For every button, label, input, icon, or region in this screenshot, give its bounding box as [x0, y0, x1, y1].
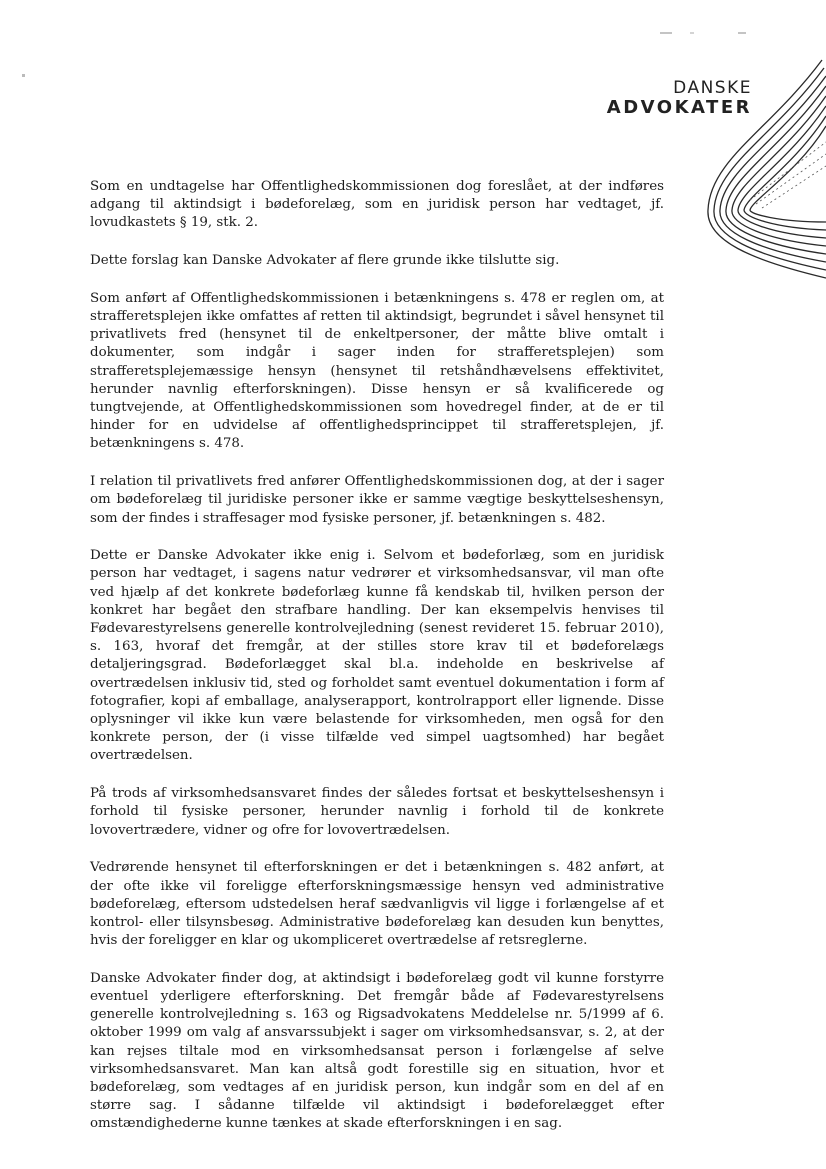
logo-line-danske: DANSKE: [673, 78, 752, 98]
paragraph-disagreement: Dette forslag kan Danske Advokater af flere grunde ikke tilslutte sig.: [90, 253, 560, 269]
paragraph-objection: Dette er Danske Advokater ikke enig i. Selvom et bødeforlæg, som en juridisk person har vedtaget, i sagens natur vedrører et virksomhedsansvar, vil man ofte ved hjælp af det konkrete bødeforlæg kunne få kendskab til, hvilken person der konkret har begået den strafbare handling. Der kan eksempelvis henvises til Fødevarestyrelsens generelle kontrolvejledning (senest revideret 15. februar 2010), s. 163, hvoraf det fremgår, at der stilles store krav til et bødeforelægs detaljeringsgrad. Bødeforlægget skal bl.a. indeholde en beskrivelse af overtrædelsen inklusiv tid, sted og forholdet samt eventuel dokumentation i form af fotografier, kopi af emballage, analyserapport, kontrolrapport eller lignende. Disse oplysninger vil ikke kun være belastende for virksomheden, men også for den konkrete person, der (i visse tilfælde ved simpel uagtsomhed) har begået overtrædelsen.: [90, 548, 664, 764]
paragraph-conclusion: Danske Advokater finder dog, at aktindsigt i bødeforelæg godt vil kunne forstyrre eventuel yderligere efterforskning. Det fremgår både af Fødevarestyrelsens generelle kontrolvejledning s. 163 og Rigsadvokatens Meddelelse nr. 5/1999 af 6. oktober 1999 om valg af ansvarssubjekt i sager om virksomhedsansvar, s. 2, at der kan rejses tiltale mod en virksomhedsansat person i forlængelse af selve virksomhedsansvaret. Man kan altså godt forestille sig en situation, hvor et bødeforelæg, som vedtages af en juridisk person, kun indgår som en del af en større sag. I sådanne tilfælde vil aktindsigt i bødeforelægget efter omstændighederne kunne tænkes at skade efterforskningen i en sag.: [90, 970, 664, 1132]
company-logo: [607, 78, 752, 118]
scan-speck: [22, 74, 25, 77]
letter-body: [90, 178, 664, 1153]
paragraph-privacy: I relation til privatlivets fred anfører Offentlighedskommissionen dog, at der i sager om bødeforelæg til juridiske personer ikke er samme vægtige beskyttelseshensyn, som der findes i straffesager mod fysiske personer, jf. betænkningen s. 482.: [90, 474, 664, 526]
logo-line-advokater: ADVOKATER: [606, 97, 752, 118]
paragraph-investigation: Vedrørende hensynet til efterforskningen er det i betænkningen s. 482 anført, at der ofte ikke vil foreligge efterforskningsmæssige hensyn ved administrative bødeforelæg, eftersom udstedelsen heraf sædvanligvis vil ligge i forlængelse af et kontrol- eller tilsynsbesøg. Administrative bødeforelæg kan desuden kun benyttes, hvis der foreligger en klar og ukompliceret overtrædelse af retsreglerne.: [90, 860, 664, 949]
paragraph-exception: Som en undtagelse har Offentlighedskommissionen dog foreslået, at der indføres adgang til aktindsigt i bødeforelæg, som en juridisk person har vedtaget, jf. lovudkastets § 19, stk. 2.: [90, 179, 664, 231]
scan-marks: [660, 28, 750, 38]
paragraph-protection: På trods af virksomhedsansvaret findes der således fortsat et beskyttelseshensyn i forhold til fysiske personer, herunder navnlig i forhold til de konkrete lovovertrædere, vidner og ofre for lovovertrædelsen.: [90, 786, 664, 838]
paragraph-commission-view: Som anført af Offentlighedskommissionen i betænkningens s. 478 er reglen om, at strafferetsplejen ikke omfattes af retten til aktindsigt, begrundet i såvel hensynet til privatlivets fred (hensynet til de enkeltpersoner, der måtte blive omtalt i dokumenter, som indgår i sager inden for strafferetsplejen) som strafferetsplejemæssige hensyn (hensynet til retshåndhævelsens effektivitet, herunder navnlig efterforskningen). Disse hensyn er så kvalificerede og tungtvejende, at Offentlighedskommissionen som hovedregel finder, at de er til hinder for en udvidelse af offentlighedsprincippet til strafferetsplejen, jf. betænkningens s. 478.: [90, 290, 664, 452]
